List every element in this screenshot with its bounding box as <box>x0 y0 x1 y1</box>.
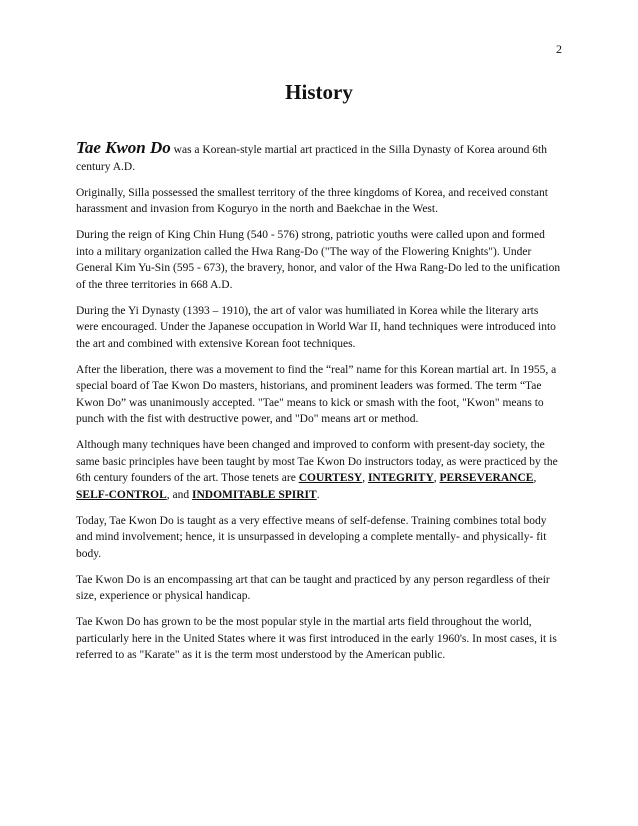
tenet-separator: , <box>433 472 440 484</box>
paragraph-tenets <box>76 437 562 503</box>
tenet-integrity: INTEGRITY <box>367 472 434 484</box>
paragraph-popularity: Tae Kwon Do has grown to be the most popular style in the martial arts field throughout the world, particularly here in the United States where it was first introduced in the early 1960's. In most cases, it is referred to as "Karate" as it is the term most understood by the American public. <box>76 616 557 661</box>
tenet-perseverance: PERSEVERANCE <box>439 472 534 484</box>
tenet-separator: , <box>362 472 368 484</box>
tenet-end: . <box>316 488 320 501</box>
paragraph-yi-dynasty: During the Yi Dynasty (1393 – 1910), the art of valor was humiliated in Korea while the literary arts were encouraged. Under the Japanese occupation in World War II, hand techniques were introduced into the art and combined with extensive Korean foot techniques. <box>76 304 556 350</box>
page-number: 2 <box>556 42 562 56</box>
paragraph-liberation: After the liberation, there was a movement to find the “real” name for this Korean martial art. In 1955, a special board of Tae Kwon Do masters, historians, and prominent leaders was formed. The term “Tae Kwon Do” was unanimously accepted. "Tae" means to kick or smash with the foot, "Kwon" means to punch with the fist with destructive power, and "Do" means art or method. <box>76 363 557 425</box>
tenet-indomitable-spirit: INDOMITABLE SPIRIT <box>191 488 317 501</box>
tenet-separator: , <box>533 472 537 484</box>
page-title: History <box>285 80 353 104</box>
lead-term: Tae Kwon Do <box>76 138 171 157</box>
paragraph-intro-text: was a Korean-style martial art practiced in the Silla Dynasty of Korea around 6th century A.D. <box>76 144 547 173</box>
paragraph-tenets-text: Although many techniques have been changed and improved to conform with present-day society, the same basic principles have been taught by most Tae Kwon Do instructors today, as were practiced by the 6th century founders of the art. Those tenets are <box>76 439 558 484</box>
paragraph-encompassing: Tae Kwon Do is an encompassing art that can be taught and practiced by any person regardless of their size, experience or physical handicap. <box>76 573 550 602</box>
tenet-self-control: SELF-CONTROL <box>76 488 167 501</box>
tenet-courtesy: COURTESY <box>298 472 363 484</box>
tenet-separator: , and <box>166 488 192 501</box>
document-body <box>76 140 562 673</box>
paragraph-hwa-rang-do: During the reign of King Chin Hung (540 - 576) strong, patriotic youths were called upon and formed into a military organization called the Hwa Rang-Do ("The way of the Flowering Knights"). Under General Kim Yu-Sin (595 - 673), the bravery, honor, and valor of the Hwa Rang-Do led to the unification of the three territories in 668 A.D. <box>76 229 561 291</box>
paragraph-self-defense: Today, Tae Kwon Do is taught as a very effective means of self-defense. Training combines total body and mind involvement; hence, it is unsurpassed in developing a complete mentally- and physically- fit body. <box>76 514 547 560</box>
paragraph-silla: Originally, Silla possessed the smallest territory of the three kingdoms of Korea, and received constant harassment and invasion from Koguryo in the north and Baekchae in the West. <box>76 186 548 215</box>
paragraph-intro <box>76 140 562 175</box>
